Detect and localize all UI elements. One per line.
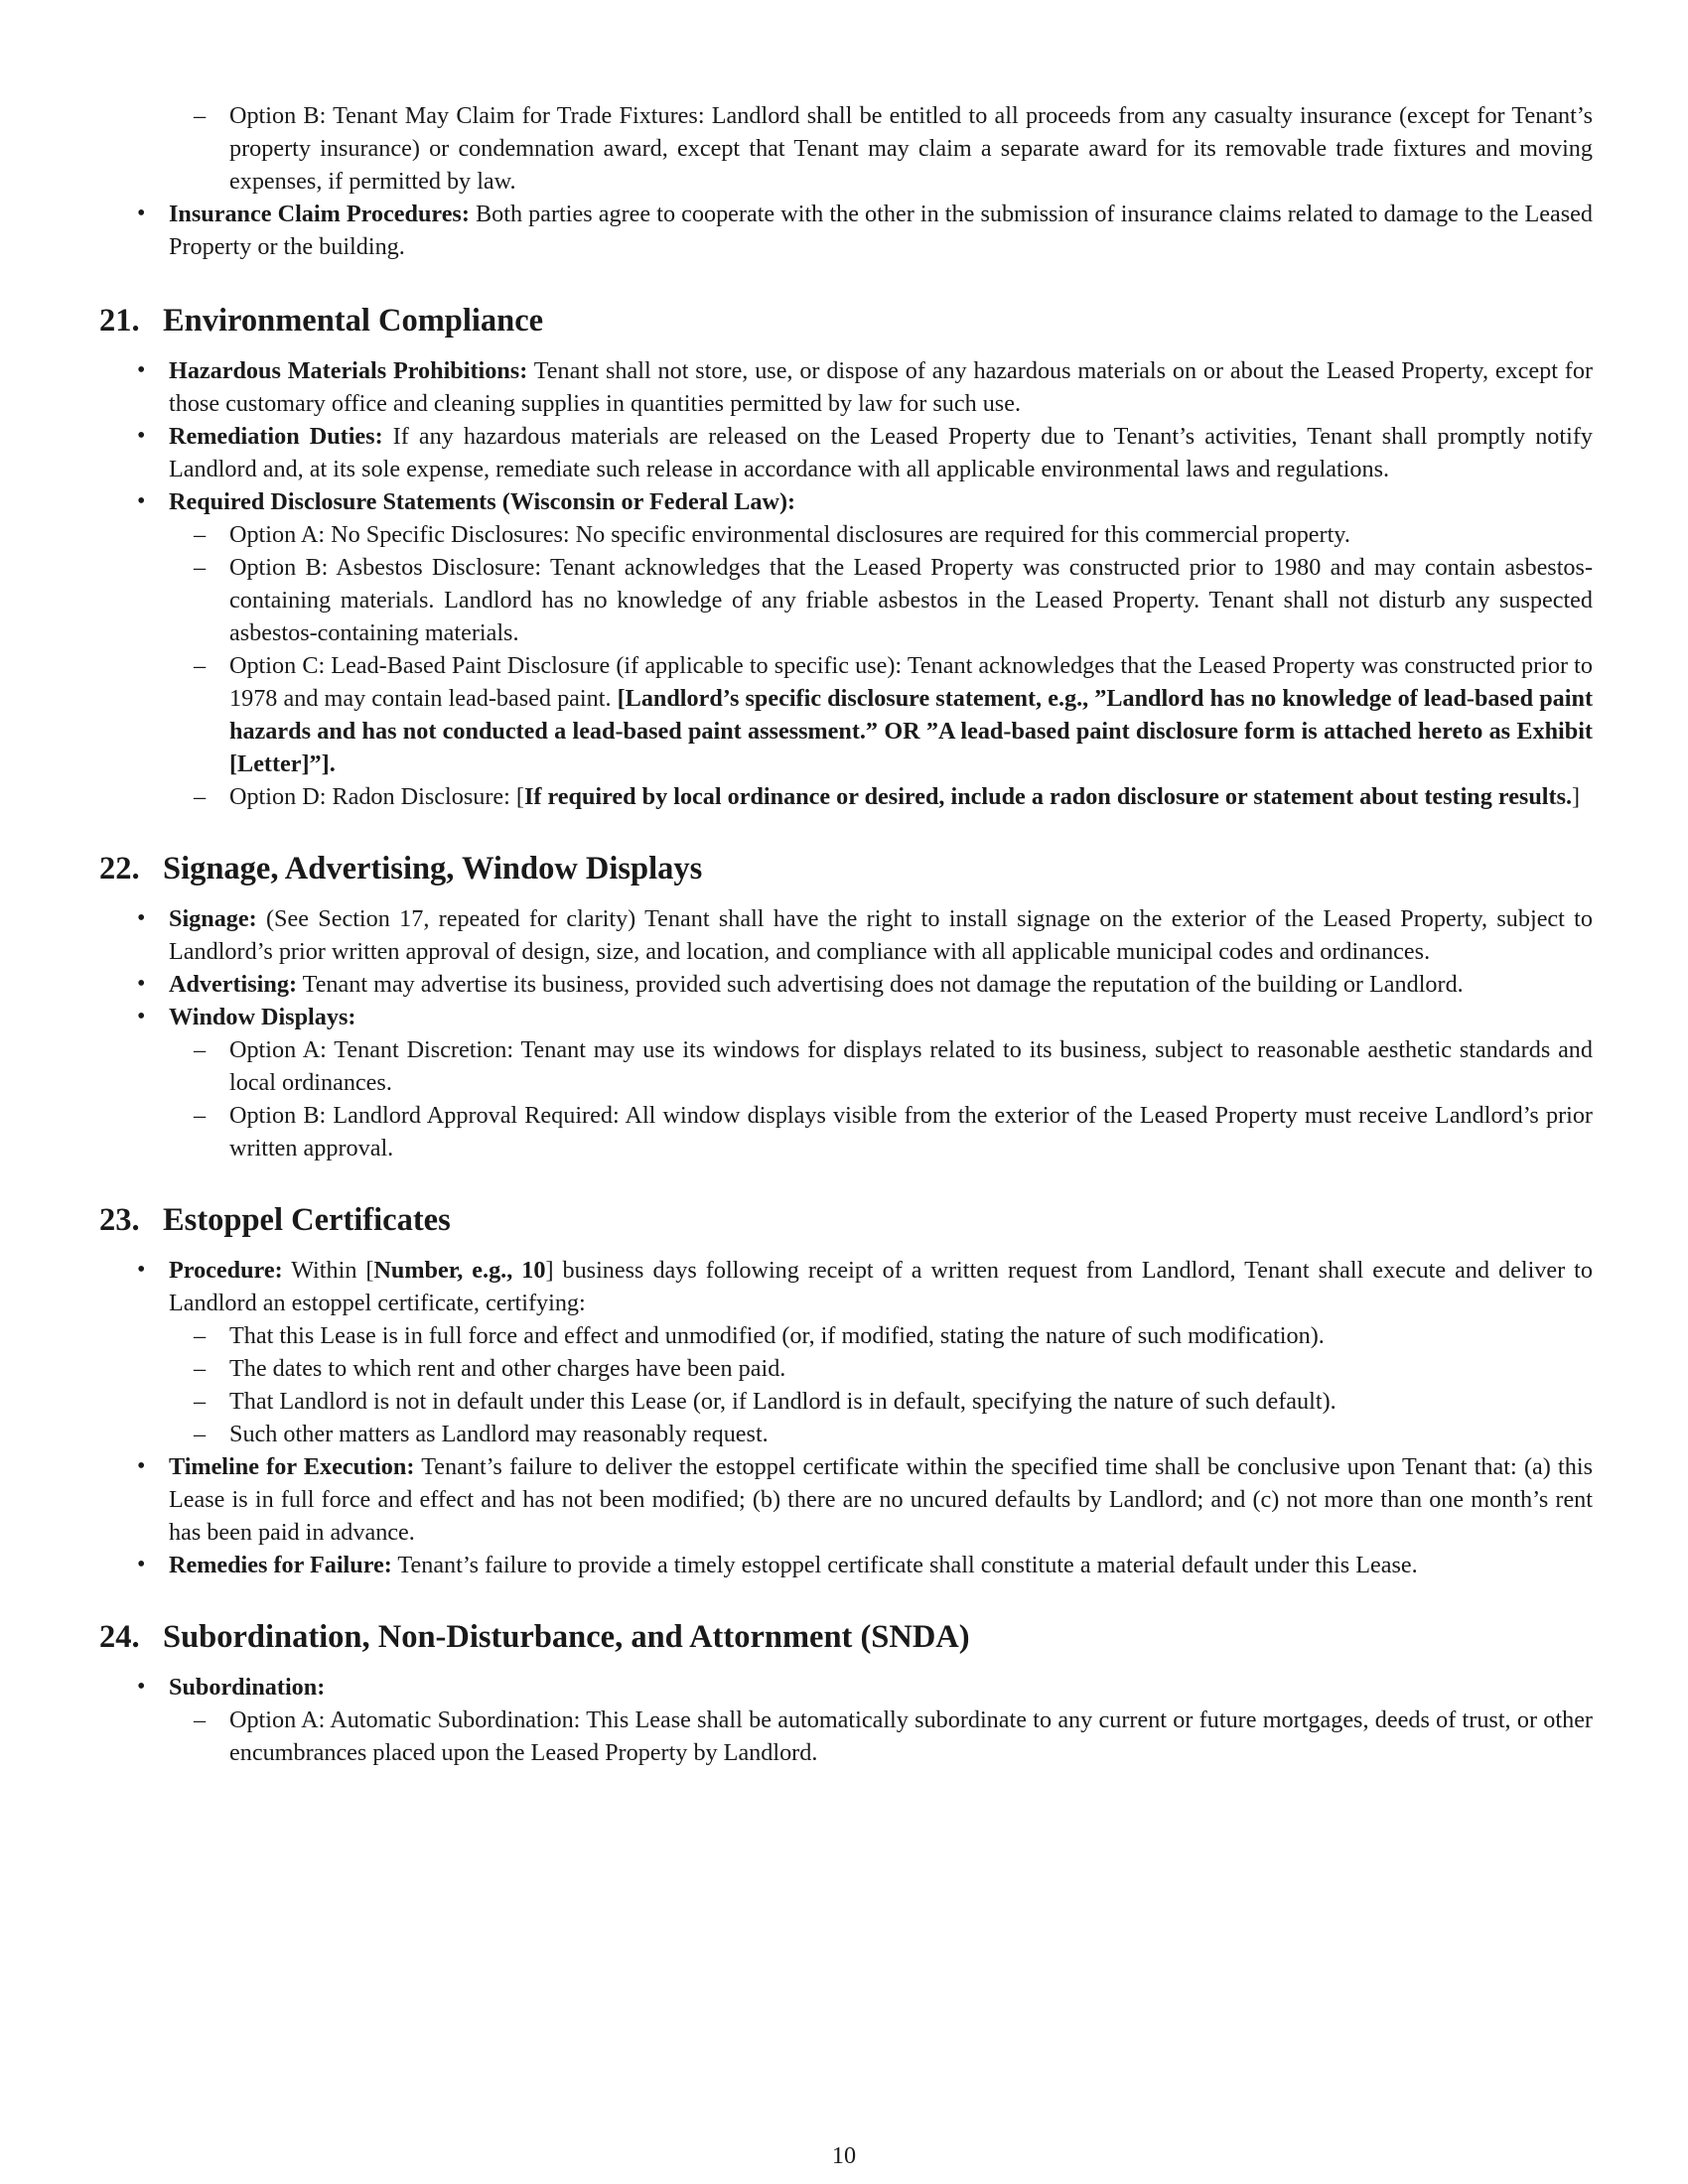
section-heading-24 — [99, 1617, 1593, 1657]
list-item — [99, 485, 1593, 813]
section-number: 23. — [99, 1202, 140, 1238]
item-label: Signage: — [169, 905, 257, 932]
item-label: Advertising: — [169, 971, 297, 998]
section-number: 21. — [99, 303, 140, 339]
option-b-trade-fixtures: – Option B: Tenant May Claim for Trade Fixtures: Landlord shall be entitled to all proceeds from any casualty insurance (except for Tenant’s property insurance) or condemnation award, except that Tenant may claim a separate award for its removable trade fixtures and moving expenses, if permitted by law. — [169, 99, 1593, 198]
option-text: Option C: Lead-Based Paint Disclosure (if applicable to specific use): Tenant acknowledges that the Leased Property was constructed prior to 1978 and may contain lead-based paint. — [229, 652, 1593, 712]
item-text: If any hazardous materials are released on the Leased Property due to Tenant’s activities, Tenant shall promptly notify Landlord and, at its sole expense, remediate such release in accordance with all applicable environmental laws and regulations. — [169, 423, 1593, 482]
bullet-list — [99, 198, 1593, 263]
item-label: Procedure: — [169, 1257, 283, 1284]
item-text: (See Section 17, repeated for clarity) Tenant shall have the right to install signage on the exterior of the Leased Property, subject to Landlord’s prior written approval of design, size, and location, and compliance with all applicable municipal codes and ordinances. — [169, 905, 1593, 965]
page-content — [99, 99, 1593, 1769]
sub-list — [99, 518, 1593, 813]
list-item — [99, 1001, 1593, 1164]
list-item — [99, 1450, 1593, 1549]
certify-item: – Such other matters as Landlord may reasonably request. — [169, 1418, 1593, 1450]
option-text: Option D: Radon Disclosure: [ — [229, 783, 524, 810]
item-label: Remedies for Failure: — [169, 1552, 392, 1578]
sub-list — [99, 99, 1593, 198]
item-label: Remediation Duties: — [169, 423, 383, 450]
item-label: Hazardous Materials Prohibitions: — [169, 357, 528, 384]
section-title: Environmental Compliance — [163, 303, 544, 339]
certify-item: – The dates to which rent and other charges have been paid. — [169, 1352, 1593, 1385]
section-heading-21 — [99, 301, 1593, 341]
item-label: Timeline for Execution: — [169, 1453, 415, 1480]
list-item — [99, 968, 1593, 1001]
item-placeholder: Number, e.g., 10 — [373, 1257, 546, 1284]
list-item — [99, 1254, 1593, 1450]
list-item — [99, 1671, 1593, 1769]
item-text: Tenant’s failure to deliver the estoppel certificate within the specified time shall be conclusive upon Tenant that: (a) this Lease is in full force and effect and has not been modified; (b) there are no uncured defaults by Landlord; and (c) not more than one month’s rent has been paid in advance. — [169, 1453, 1593, 1546]
item-text: Within [ — [282, 1257, 374, 1284]
section-heading-22 — [99, 849, 1593, 888]
list-item — [99, 354, 1593, 420]
certify-item: – That this Lease is in full force and effect and unmodified (or, if modified, stating the nature of such modification). — [169, 1319, 1593, 1352]
option-placeholder: [Landlord’s specific disclosure statement, e.g., ”Landlord has no knowledge of lead-based paint hazards and has not conducted a lead-based paint assessment.” OR ”A lead-based paint disclosure form is attached hereto as Exhibit [Letter]”]. — [229, 685, 1593, 777]
option-a: – Option A: Tenant Discretion: Tenant may use its windows for displays related to its business, subject to reasonable aesthetic standards and local ordinances. — [169, 1033, 1593, 1099]
bullet-list — [99, 1254, 1593, 1581]
insurance-claim-label: Insurance Claim Procedures: — [169, 201, 470, 227]
item-text: Tenant may advertise its business, provided such advertising does not damage the reputation of the building or Landlord. — [297, 971, 1464, 998]
item-label: Window Displays: — [169, 1004, 356, 1030]
section-title: Subordination, Non-Disturbance, and Attornment (SNDA) — [163, 1619, 970, 1655]
option-c — [169, 649, 1593, 780]
section-number: 24. — [99, 1619, 140, 1655]
item-text: Tenant’s failure to provide a timely estoppel certificate shall constitute a material default under this Lease. — [391, 1552, 1418, 1578]
option-placeholder: If required by local ordinance or desired, include a radon disclosure or statement about testing results. — [523, 783, 1573, 810]
option-b: – Option B: Asbestos Disclosure: Tenant acknowledges that the Leased Property was constructed prior to 1980 and may contain asbestos-containing materials. Landlord has no knowledge of any friable asbestos in the Leased Property. Tenant shall not disturb any suspected asbestos-containing materials. — [169, 551, 1593, 649]
bullet-list — [99, 354, 1593, 813]
list-item — [99, 1549, 1593, 1581]
sub-list — [99, 1319, 1593, 1450]
option-d — [169, 780, 1593, 813]
section-title: Signage, Advertising, Window Displays — [163, 851, 703, 887]
sub-list — [99, 1704, 1593, 1769]
bullet-list — [99, 1671, 1593, 1769]
page-number: 10 — [831, 2142, 857, 2169]
item-label: Required Disclosure Statements (Wisconsin or Federal Law): — [169, 488, 796, 515]
item-text: Tenant shall not store, use, or dispose of any hazardous materials on or about the Leased Property, except for those customary office and cleaning supplies in quantities permitted by law for such use. — [169, 357, 1594, 417]
certify-item: – That Landlord is not in default under this Lease (or, if Landlord is in default, specifying the nature of such default). — [169, 1385, 1593, 1418]
option-text-end: ] — [1572, 783, 1581, 810]
option-a: – Option A: No Specific Disclosures: No specific environmental disclosures are required for this commercial property. — [169, 518, 1593, 551]
section-heading-23 — [99, 1200, 1593, 1240]
bullet-list — [99, 99, 1593, 198]
insurance-claim-text: Both parties agree to cooperate with the other in the submission of insurance claims related to damage to the Leased Property or the building. — [169, 201, 1593, 260]
item-text: ] business days following receipt of a written request from Landlord, Tenant shall execute and deliver to Landlord an estoppel certificate, certifying: — [169, 1257, 1593, 1316]
option-b: – Option B: Landlord Approval Required: All window displays visible from the exterior of the Leased Property must receive Landlord’s prior written approval. — [169, 1099, 1593, 1164]
list-item — [99, 99, 1593, 198]
option-a: – Option A: Automatic Subordination: This Lease shall be automatically subordinate to any current or future mortgages, deeds of trust, or other encumbrances placed upon the Leased Property by Landlord. — [169, 1704, 1593, 1769]
list-item — [99, 198, 1593, 263]
item-label: Subordination: — [169, 1674, 326, 1701]
section-number: 22. — [99, 851, 140, 887]
section-title: Estoppel Certificates — [163, 1202, 451, 1238]
bullet-list — [99, 902, 1593, 1164]
sub-list — [99, 1033, 1593, 1164]
list-item — [99, 420, 1593, 485]
list-item — [99, 902, 1593, 968]
